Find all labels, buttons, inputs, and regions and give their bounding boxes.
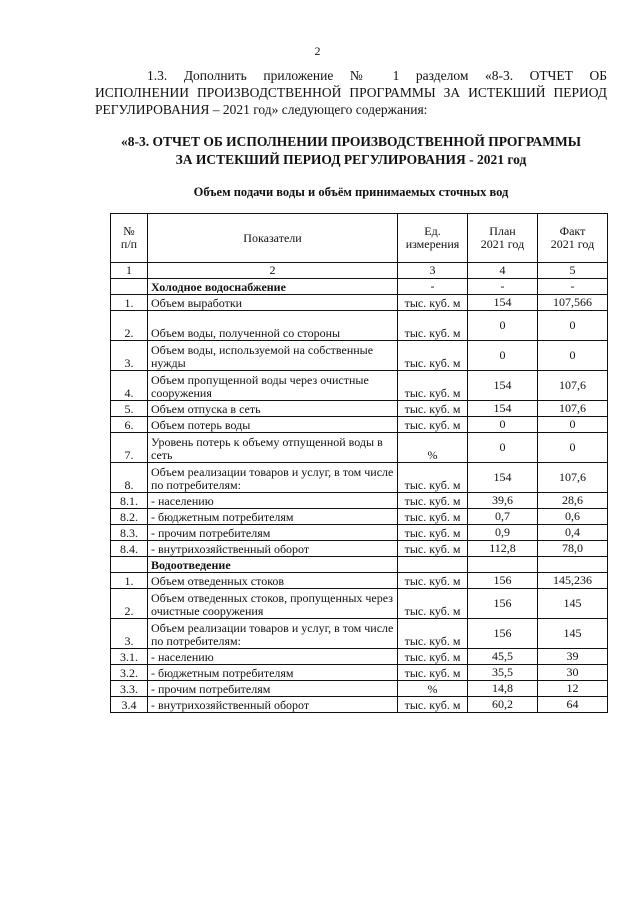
plan-value: 45,5	[468, 649, 538, 665]
indicator-name: Объем воды, полученной со стороны	[148, 311, 398, 341]
plan-value: 35,5	[468, 665, 538, 681]
indicator-name: Объем отведенных стоков, пропущенных через очистные сооружения	[148, 589, 398, 619]
column-index-row	[111, 263, 608, 279]
fact-value: 64	[538, 697, 608, 713]
table-row	[111, 525, 608, 541]
table-row	[111, 665, 608, 681]
row-number: 8.4.	[111, 541, 148, 557]
fact-value: 145	[538, 619, 608, 649]
table-caption: Объем подачи воды и объём принимаемых сточных вод	[193, 185, 509, 199]
fact-value: 12	[538, 681, 608, 697]
col-header-plan	[468, 214, 538, 263]
row-number: 7.	[111, 433, 148, 463]
fact-value: 78,0	[538, 541, 608, 557]
table-row	[111, 463, 608, 493]
table-row	[111, 433, 608, 463]
row-number: 6.	[111, 417, 148, 433]
unit-of-measure: тыс. куб. м	[398, 371, 468, 401]
plan-value: 156	[468, 589, 538, 619]
table-row	[111, 541, 608, 557]
plan-value: 156	[468, 573, 538, 589]
col-header-fact	[538, 214, 608, 263]
fact-value	[538, 557, 608, 573]
row-number: 3.	[111, 619, 148, 649]
unit-of-measure: тыс. куб. м	[398, 589, 468, 619]
table-row	[111, 681, 608, 697]
production-program-table	[110, 213, 608, 713]
unit-of-measure: тыс. куб. м	[398, 417, 468, 433]
unit-of-measure: %	[398, 433, 468, 463]
heading-line-1: «8-3. ОТЧЕТ ОБ ИСПОЛНЕНИИ ПРОИЗВОДСТВЕННОЙ ПРОГРАММЫ	[121, 134, 581, 149]
fact-value: 145	[538, 589, 608, 619]
col-header-plan-l2: 2021 год	[480, 237, 525, 251]
col-header-number	[111, 214, 148, 263]
row-number: 3.1.	[111, 649, 148, 665]
row-number: 3.	[111, 341, 148, 371]
table-row	[111, 649, 608, 665]
indicator-name: - бюджетным потребителям	[148, 509, 398, 525]
unit-of-measure: тыс. куб. м	[398, 525, 468, 541]
table-row	[111, 697, 608, 713]
unit-of-measure: тыс. куб. м	[398, 509, 468, 525]
plan-value: 112,8	[468, 541, 538, 557]
col-header-unit-l1: Ед.	[424, 224, 441, 238]
section-title: Водоотведение	[148, 557, 398, 573]
column-index: 4	[468, 263, 538, 279]
table-row	[111, 401, 608, 417]
table-row	[111, 509, 608, 525]
plan-value: 14,8	[468, 681, 538, 697]
fact-value: 0	[538, 311, 608, 341]
unit-of-measure: тыс. куб. м	[398, 665, 468, 681]
row-number: 8.3.	[111, 525, 148, 541]
col-header-unit	[398, 214, 468, 263]
plan-value	[468, 557, 538, 573]
unit-of-measure: тыс. куб. м	[398, 341, 468, 371]
indicator-name: Объем пропущенной воды через очистные сооружения	[148, 371, 398, 401]
table-row	[111, 341, 608, 371]
table-row	[111, 573, 608, 589]
col-header-number-l1: №	[123, 224, 135, 238]
fact-value: 145,236	[538, 573, 608, 589]
indicator-name: - прочим потребителям	[148, 681, 398, 697]
row-number	[111, 279, 148, 295]
indicator-name: Объем отведенных стоков	[148, 573, 398, 589]
indicator-name: Объем реализации товаров и услуг, в том числе по потребителям:	[148, 619, 398, 649]
fact-value: 107,566	[538, 295, 608, 311]
indicator-name: Объем выработки	[148, 295, 398, 311]
plan-value: 0	[468, 341, 538, 371]
fact-value: 39	[538, 649, 608, 665]
col-header-indicator: Показатели	[148, 214, 398, 263]
row-number: 3.4	[111, 697, 148, 713]
plan-value: 60,2	[468, 697, 538, 713]
intro-line-1: 1.3. Дополнить приложение № 1 разделом «8-3. ОТЧЕТ ОБ	[147, 68, 607, 83]
fact-value: 30	[538, 665, 608, 681]
indicator-name: - внутрихозяйственный оборот	[148, 541, 398, 557]
fact-value: 0	[538, 433, 608, 463]
intro-paragraph	[95, 67, 607, 118]
plan-value: 154	[468, 295, 538, 311]
unit-of-measure: тыс. куб. м	[398, 493, 468, 509]
indicator-name: Объем воды, используемой на собственные нужды	[148, 341, 398, 371]
unit-of-measure: тыс. куб. м	[398, 573, 468, 589]
fact-value: 107,6	[538, 371, 608, 401]
unit-of-measure: тыс. куб. м	[398, 463, 468, 493]
table-header-row	[111, 214, 608, 263]
heading-line-2: ЗА ИСТЕКШИЙ ПЕРИОД РЕГУЛИРОВАНИЯ - 2021 год	[175, 152, 527, 167]
plan-value: 0,7	[468, 509, 538, 525]
indicator-name: - населению	[148, 493, 398, 509]
row-number: 3.2.	[111, 665, 148, 681]
unit-of-measure: тыс. куб. м	[398, 697, 468, 713]
col-header-plan-l1: План	[489, 224, 516, 238]
plan-value: 156	[468, 619, 538, 649]
section-title: Холодное водоснабжение	[148, 279, 398, 295]
column-index: 5	[538, 263, 608, 279]
col-header-number-l2: п/п	[120, 237, 138, 251]
row-number: 4.	[111, 371, 148, 401]
plan-value: 154	[468, 371, 538, 401]
indicator-name: Уровень потерь к объему отпущенной воды в сеть	[148, 433, 398, 463]
fact-value: 0	[538, 417, 608, 433]
col-header-fact-l2: 2021 год	[550, 237, 595, 251]
table-row	[111, 311, 608, 341]
table-row	[111, 295, 608, 311]
intro-line-3: РЕГУЛИРОВАНИЯ – 2021 год» следующего содержания:	[95, 102, 428, 117]
column-index: 3	[398, 263, 468, 279]
fact-value: 107,6	[538, 463, 608, 493]
plan-value: 0	[468, 311, 538, 341]
unit-of-measure: тыс. куб. м	[398, 295, 468, 311]
plan-value: 154	[468, 463, 538, 493]
unit-of-measure: тыс. куб. м	[398, 649, 468, 665]
table-row	[111, 493, 608, 509]
row-number: 1.	[111, 573, 148, 589]
row-number	[111, 557, 148, 573]
indicator-name: Объем потерь воды	[148, 417, 398, 433]
table-row	[111, 417, 608, 433]
fact-value: 0,4	[538, 525, 608, 541]
indicator-name: - населению	[148, 649, 398, 665]
row-number: 2.	[111, 589, 148, 619]
row-number: 2.	[111, 311, 148, 341]
fact-value: -	[538, 279, 608, 295]
plan-value: 154	[468, 401, 538, 417]
plan-value: 0,9	[468, 525, 538, 541]
indicator-name: - внутрихозяйственный оборот	[148, 697, 398, 713]
row-number: 3.3.	[111, 681, 148, 697]
unit-of-measure: -	[398, 279, 468, 295]
page-number: 2	[314, 44, 321, 58]
unit-of-measure: тыс. куб. м	[398, 541, 468, 557]
column-index: 2	[148, 263, 398, 279]
row-number: 1.	[111, 295, 148, 311]
fact-value: 107,6	[538, 401, 608, 417]
table-row	[111, 371, 608, 401]
unit-of-measure: %	[398, 681, 468, 697]
indicator-name: - прочим потребителям	[148, 525, 398, 541]
fact-value: 0,6	[538, 509, 608, 525]
unit-of-measure: тыс. куб. м	[398, 311, 468, 341]
plan-value: 0	[468, 417, 538, 433]
table-row	[111, 619, 608, 649]
row-number: 8.2.	[111, 509, 148, 525]
unit-of-measure: тыс. куб. м	[398, 401, 468, 417]
indicator-name: Объем реализации товаров и услуг, в том числе по потребителям:	[148, 463, 398, 493]
column-index: 1	[111, 263, 148, 279]
fact-value: 0	[538, 341, 608, 371]
plan-value: -	[468, 279, 538, 295]
col-header-fact-l1: Факт	[559, 224, 586, 238]
section-row	[111, 279, 608, 295]
row-number: 8.	[111, 463, 148, 493]
row-number: 5.	[111, 401, 148, 417]
table-row	[111, 589, 608, 619]
fact-value: 28,6	[538, 493, 608, 509]
plan-value: 39,6	[468, 493, 538, 509]
unit-of-measure: тыс. куб. м	[398, 619, 468, 649]
col-header-unit-l2: измерения	[405, 237, 460, 251]
row-number: 8.1.	[111, 493, 148, 509]
intro-line-2: ИСПОЛНЕНИИ ПРОИЗВОДСТВЕННОЙ ПРОГРАММЫ ЗА ИСТЕКШИЙ ПЕРИОД	[95, 85, 607, 100]
unit-of-measure	[398, 557, 468, 573]
indicator-name: - бюджетным потребителям	[148, 665, 398, 681]
section-row	[111, 557, 608, 573]
plan-value: 0	[468, 433, 538, 463]
section-heading	[95, 133, 607, 169]
indicator-name: Объем отпуска в сеть	[148, 401, 398, 417]
